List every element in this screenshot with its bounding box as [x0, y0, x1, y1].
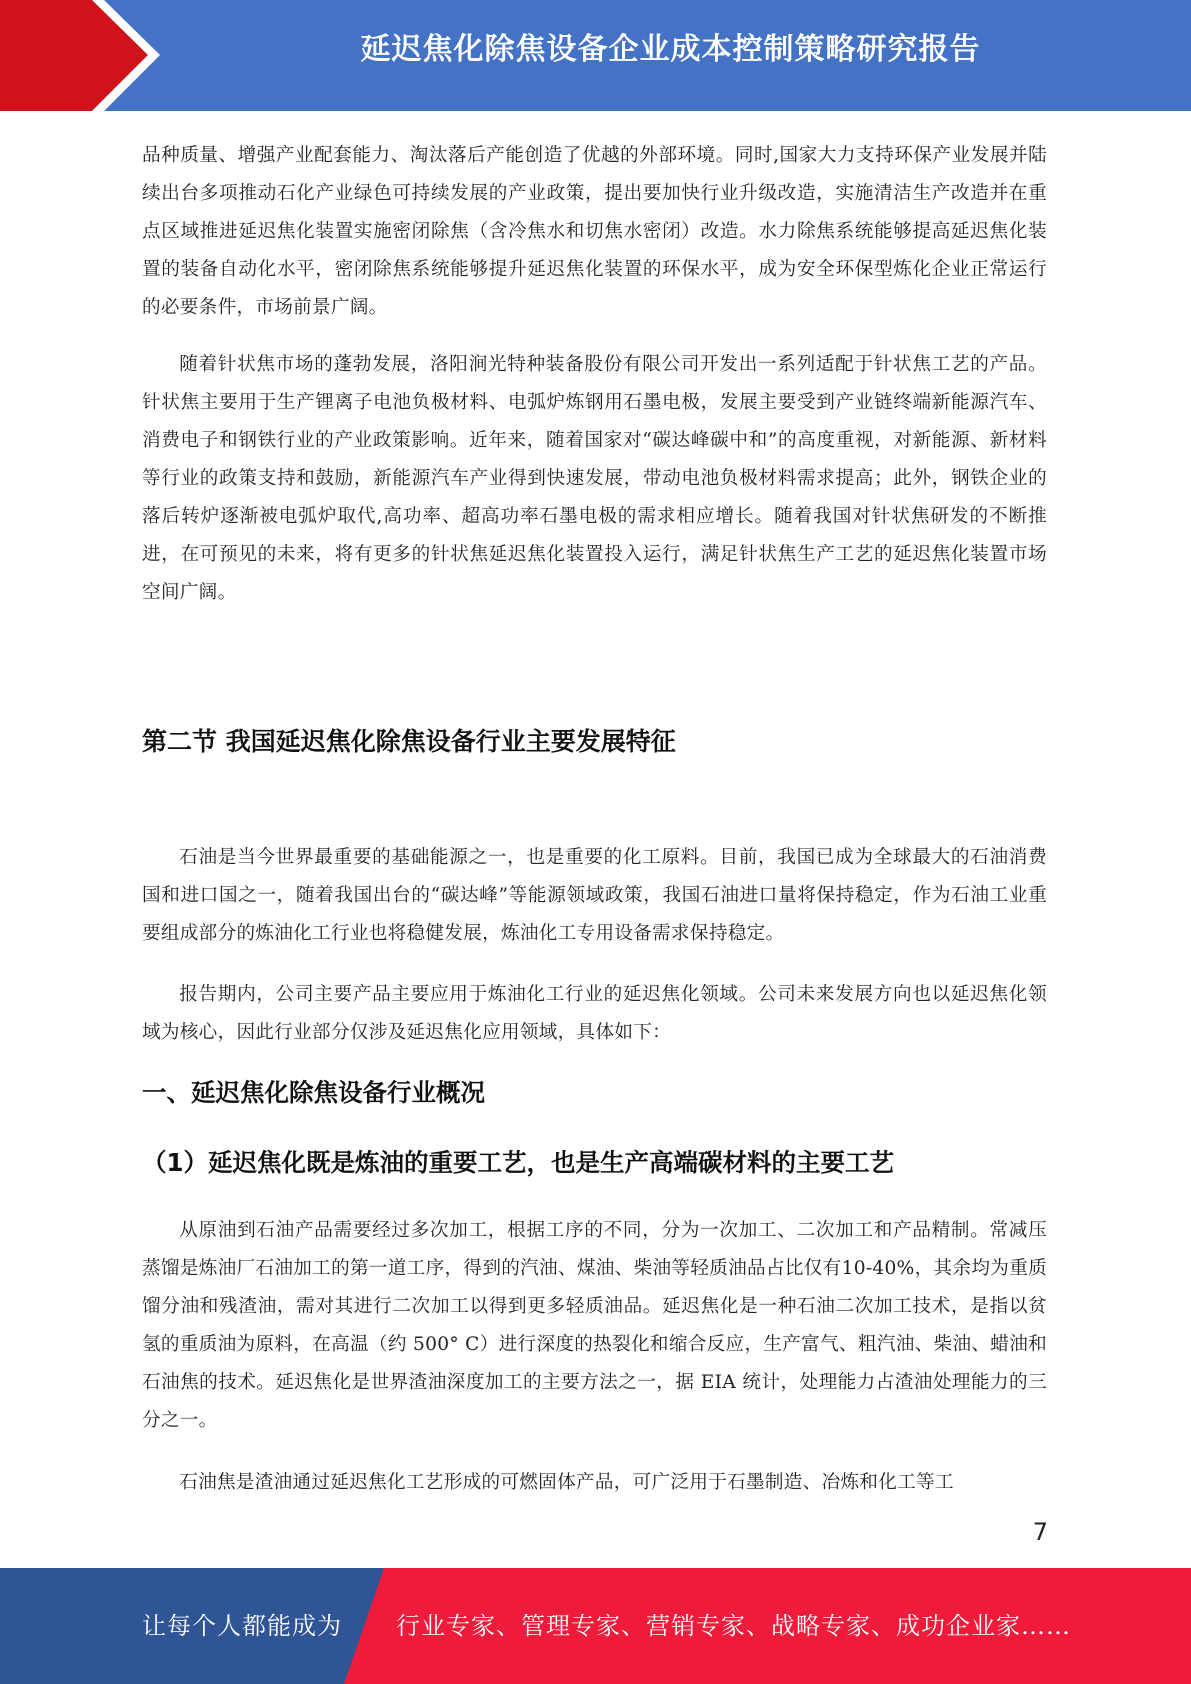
body-paragraph: 石油是当今世界最重要的基础能源之一，也是重要的化工原料。目前，我国已成为全球最大的石油消费国和进口国之一，随着我国出台的“碳达峰”等能源领域政策，我国石油进口量将保持稳定，作为石油工业重要组成部分的炼油化工行业也将稳健发展，炼油化工专用设备需求保持稳定。	[142, 847, 1047, 944]
footer-banner	[0, 1568, 1191, 1684]
header-banner	[0, 0, 1191, 111]
section-title: 第二节 我国延迟焦化除焦设备行业主要发展特征	[142, 727, 676, 756]
body-paragraph: 石油焦是渣油通过延迟焦化工艺形成的可燃固体产品，可广泛用于石墨制造、冶炼和化工等工	[179, 1472, 954, 1493]
paragraph-block	[142, 839, 1047, 953]
paragraph-block	[142, 1212, 1047, 1440]
body-paragraph: 随着针状焦市场的蓬勃发展，洛阳涧光特种装备股份有限公司开发出一系列适配于针状焦工艺的产品。针状焦主要用于生产锂离子电池负极材料、电弧炉炼钢用石墨电极，发展主要受到产业链终端新能源汽车、消费电子和钢铁行业的产业政策影响。近年来，随着国家对“碳达峰碳中和”的高度重视，对新能源、新材料等行业的政策支持和鼓励，新能源汽车产业得到快速发展，带动电池负极材料需求提高；此外，钢铁企业的落后转炉逐渐被电弧炉取代,高功率、超高功率石墨电极的需求相应增长。随着我国对针状焦研发的不断推进，在可预见的未来，将有更多的针状焦延迟焦化装置投入运行，满足针状焦生产工艺的延迟焦化装置市场空间广阔。	[142, 354, 1047, 603]
chevron-arrow-icon	[0, 0, 160, 111]
heading-level-1: 一、延迟焦化除焦设备行业概况	[142, 1078, 485, 1107]
report-title: 延迟焦化除焦设备企业成本控制策略研究报告	[360, 32, 981, 67]
body-paragraph: 报告期内，公司主要产品主要应用于炼油化工行业的延迟焦化领域。公司未来发展方向也以延迟焦化领域为核心，因此行业部分仅涉及延迟焦化应用领域，具体如下：	[142, 984, 1047, 1043]
body-paragraph: 品种质量、增强产业配套能力、淘汰落后产能创造了优越的外部环境。同时,国家大力支持环保产业发展并陆续出台多项推动石化产业绿色可持续发展的产业政策，提出要加快行业升级改造，实施清洁生产改造并在重点区域推进延迟焦化装置实施密闭除焦（含冷焦水和切焦水密闭）改造。水力除焦系统能够提高延迟焦化装置的装备自动化水平，密闭除焦系统能够提升延迟焦化装置的环保水平，成为安全环保型炼化企业正常运行的必要条件，市场前景广阔。	[142, 145, 1047, 318]
footer-slogan-left: 让每个人都能成为	[142, 1612, 342, 1640]
page-number: 7	[1032, 1518, 1048, 1546]
footer-slogan-right: 行业专家、管理专家、营销专家、战略专家、成功企业家……	[396, 1612, 1071, 1640]
paragraph-block	[142, 1464, 1047, 1502]
heading-level-2: （1）延迟焦化既是炼油的重要工艺，也是生产高端碳材料的主要工艺	[142, 1148, 895, 1177]
paragraph-block	[142, 137, 1047, 327]
body-paragraph: 从原油到石油产品需要经过多次加工，根据工序的不同，分为一次加工、二次加工和产品精制。常减压蒸馏是炼油厂石油加工的第一道工序，得到的汽油、煤油、柴油等轻质油品占比仅有10-40%，其余均为重质馏分油和残渣油，需对其进行二次加工以得到更多轻质油品。延迟焦化是一种石油二次加工技术，是指以贫氢的重质油为原料，在高温（约 500° C）进行深度的热裂化和缩合反应，生产富气、粗汽油、柴油、蜡油和石油焦的技术。延迟焦化是世界渣油深度加工的主要方法之一，据 EIA 统计，处理能力占渣油处理能力的三分之一。	[142, 1220, 1047, 1431]
paragraph-block	[142, 346, 1047, 612]
paragraph-block	[142, 976, 1047, 1052]
